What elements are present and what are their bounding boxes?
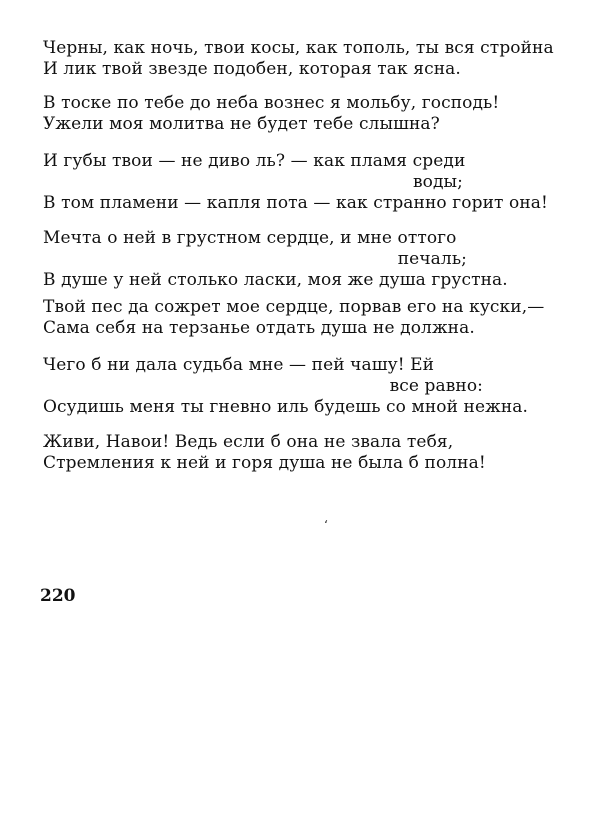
poem-line: В тоске по тебе до неба вознес я мольбу, господь!: [43, 93, 500, 113]
stanza: [43, 432, 513, 474]
poem-line: В душе у ней столько ласки, моя же душа грустна.: [43, 270, 508, 290]
stanza: [43, 38, 554, 80]
poem-line: Ужели моя молитва не будет тебе слышна?: [43, 114, 440, 134]
poem-line: Чего б ни дала судьба мне — пей чашу! Ей: [43, 355, 435, 375]
poem-line: Живи, Навои! Ведь если б она не звала тебя,: [43, 432, 454, 452]
poem-line: Стремления к ней и горя душа не была б полна!: [43, 453, 486, 473]
poem-line: И лик твой звезде подобен, которая так ясна.: [43, 59, 461, 79]
stanza: [43, 228, 513, 291]
poem-line: Черны, как ночь, твои косы, как тополь, ты вся стройна: [43, 38, 554, 58]
poem-line-carryover: воды;: [412, 172, 463, 192]
poem-line: Сама себя на терзанье отдать душа не должна.: [43, 318, 475, 338]
poem-line: Осудишь меня ты гневно иль будешь со мной нежна.: [43, 397, 529, 417]
poem-line-carryover: печаль;: [397, 249, 467, 269]
poem-line-carryover: все равно:: [389, 376, 483, 396]
stanza: [43, 151, 548, 214]
poem-line: Мечта о ней в грустном сердце, и мне оттого: [43, 228, 457, 248]
stanza: [43, 297, 545, 339]
ornament-mark: ‘: [324, 518, 328, 532]
stanza: [43, 93, 513, 135]
poem-line: И губы твои — не диво ль? — как пламя среди: [43, 151, 466, 171]
page-number: 220: [40, 586, 76, 606]
stanza: [43, 355, 529, 418]
poem-line: Твой пес да сожрет мое сердце, порвав его на куски,—: [43, 297, 545, 317]
poem-line: В том пламени — капля пота — как странно горит она!: [43, 193, 548, 213]
